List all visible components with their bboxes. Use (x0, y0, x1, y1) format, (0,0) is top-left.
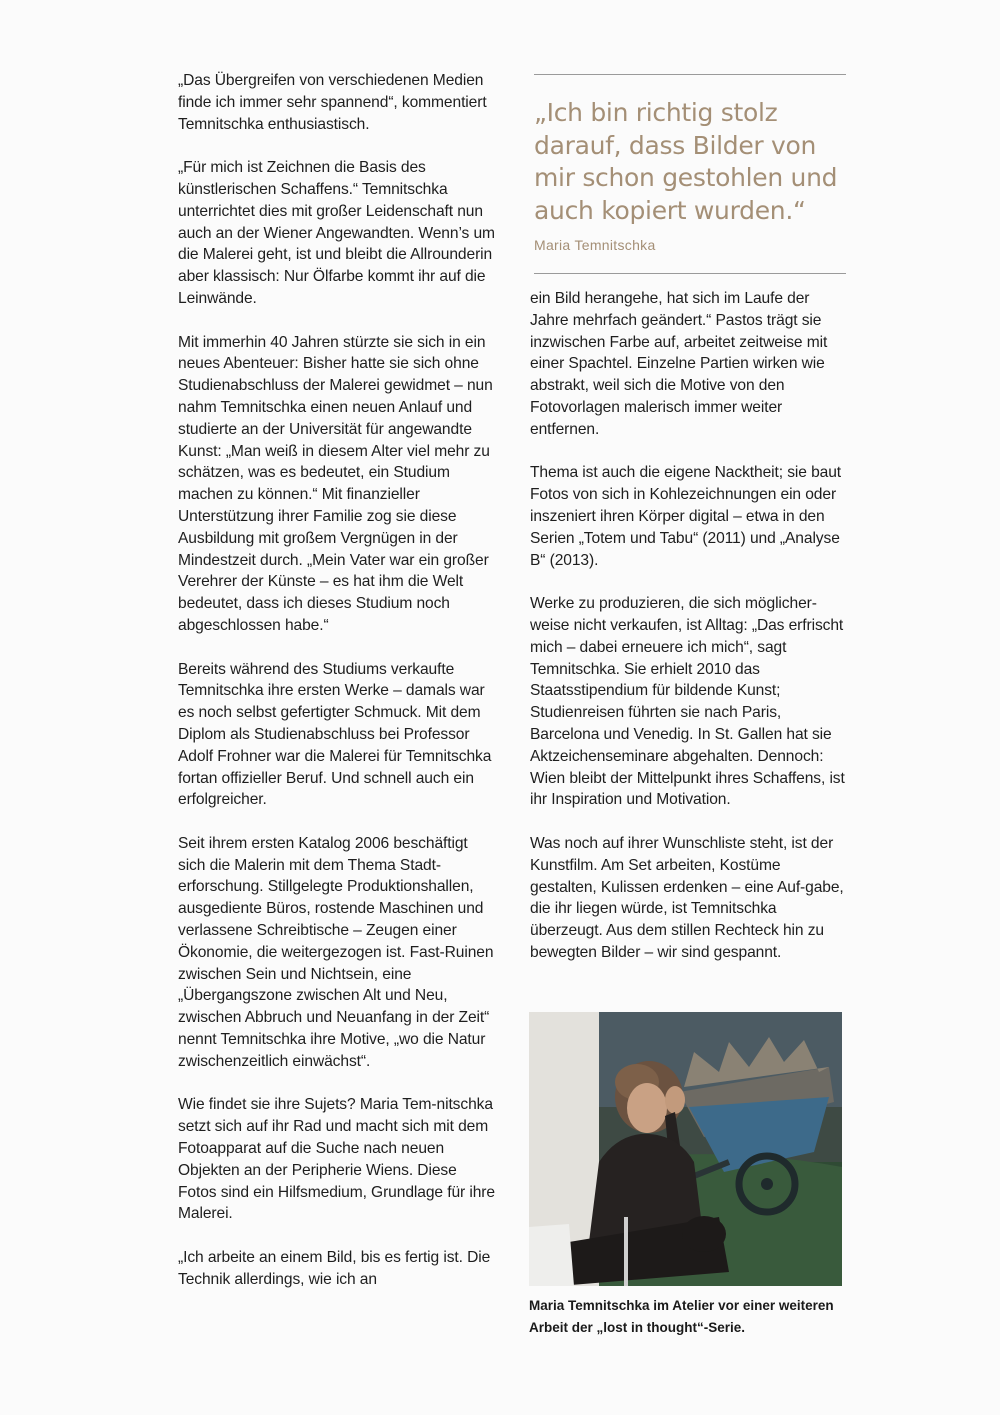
right-text-column (530, 288, 848, 986)
pull-quote-author: Maria Temnitschka (534, 237, 656, 253)
article-paragraph: Thema ist auch die eigene Nacktheit; sie baut Fotos von sich in Kohlezeichnungen ein oder inszeniert ihren Körper digital – etwa in den Serien „Totem und Tabu“ (2011) und „Analyse B“ (2013). (530, 464, 842, 569)
article-paragraph: Seit ihrem ersten Katalog 2006 beschäftigt sich die Malerin mit dem Thema Stadt-erforschung. Stillgelegte Produktionshallen, ausgediente Büros, rostende Maschinen und verlassene Schreibtische – Zeugen einer Ökonomie, die weitergezogen ist. Fast-Ruinen zwischen Sein und Nichtsein, eine „Übergangszone zwischen Alt und Neu, zwischen Abbruch und Neuanfang in der Zeit“ nennt Temnitschka ihre Motive, „wo die Natur zwischenzeitlich einwächst“. (178, 834, 494, 1070)
article-paragraph: „Ich arbeite an einem Bild, bis es fertig ist. Die Technik allerdings, wie ich an (178, 1249, 491, 1288)
article-paragraph: „Für mich ist Zeichnen die Basis des künstlerischen Schaffens.“ Temnitschka unterrichtet dies mit großer Leidenschaft nun auch an der Wiener Angewandten. Wenn’s um die Malerei geht, ist und bleibt die Allrounderin aber klassisch: Nur Ölfarbe kommt ihr auf die Leinwände. (178, 159, 495, 307)
article-paragraph: ein Bild herangehe, hat sich im Laufe der Jahre mehrfach geändert.“ Pastos trägt sie inzwischen Farbe auf, arbeitet zeitweise mit einer Spachtel. Einzelne Partien wirken wie abstrakt, weil sich die Motive von den Fotovorlagen malerisch immer weiter entfernen. (530, 290, 828, 438)
photo-caption: Maria Temnitschka im Atelier vor einer weiteren Arbeit der „lost in thought“-Serie. (529, 1298, 834, 1335)
artist-photo (529, 1012, 842, 1286)
article-paragraph: Wie findet sie ihre Sujets? Maria Tem-nitschka setzt sich auf ihr Rad und macht sich mit dem Fotoapparat auf die Suche nach neuen Objekten an der Peripherie Wiens. Diese Fotos sind ein Hilfsmedium, Grundlage für ihre Malerei. (178, 1096, 495, 1223)
left-text-column (178, 70, 496, 1312)
pull-quote (534, 74, 846, 274)
article-paragraph: Mit immerhin 40 Jahren stürzte sie sich in ein neues Abenteuer: Bisher hatte sie sich ohne Studienabschluss der Malerei gewidmet – nun nahm Temnitschka einen neuen Anlauf und studierte an der Universität für angewandte Kunst: „Man weiß in diesem Alter viel mehr zu schätzen, was es bedeutet, ein Studium machen zu können.“ Mit finanzieller Unterstützung ihrer Familie zog sie diese Ausbildung mit großem Vergnügen in der Mindestzeit durch. „Mein Vater war ein großer Verehrer der Künste – es hat ihm die Welt bedeutet, dass ich dieses Studium noch abgeschlossen habe.“ (178, 333, 493, 634)
article-paragraph: „Das Übergreifen von verschiedenen Medien finde ich immer sehr spannend“, kommentiert Temnitschka enthusiastisch. (178, 72, 487, 133)
pull-quote-text: „Ich bin richtig stolz darauf, dass Bilder von mir schon gestohlen und auch kopiert wurden.“ (534, 98, 838, 225)
artist-photo-illustration (529, 1012, 842, 1286)
article-paragraph: Werke zu produzieren, die sich möglicher-weise nicht verkaufen, ist Alltag: „Das erfrischt mich – dabei erneuere ich mich“, sagt Temnitschka. Sie erhielt 2010 das Staatsstipendium für bildende Kunst; Studienreisen führten sie nach Paris, Barcelona und Venedig. In St. Gallen hat sie Aktzeichenseminare abgehalten. Dennoch: Wien bleibt der Mittelpunkt ihres Schaffens, ist ihr Inspiration und Motivation. (530, 595, 845, 809)
article-paragraph: Was noch auf ihrer Wunschliste steht, ist der Kunstfilm. Am Set arbeiten, Kostüme gestalten, Kulissen erdenken – eine Auf-gabe, die ihr liegen würde, ist Temnitschka überzeugt. Aus dem stillen Rechteck hin zu bewegten Bilder – wir sind gespannt. (530, 834, 844, 961)
article-paragraph: Bereits während des Studiums verkaufte Temnitschka ihre ersten Werke – damals war es noch selbst gefertigter Schmuck. Mit dem Diplom als Studienabschluss bei Professor Adolf Frohner war die Malerei für Temnitschka fortan offizieller Beruf. Und schnell auch ein erfolgreicher. (178, 660, 492, 809)
